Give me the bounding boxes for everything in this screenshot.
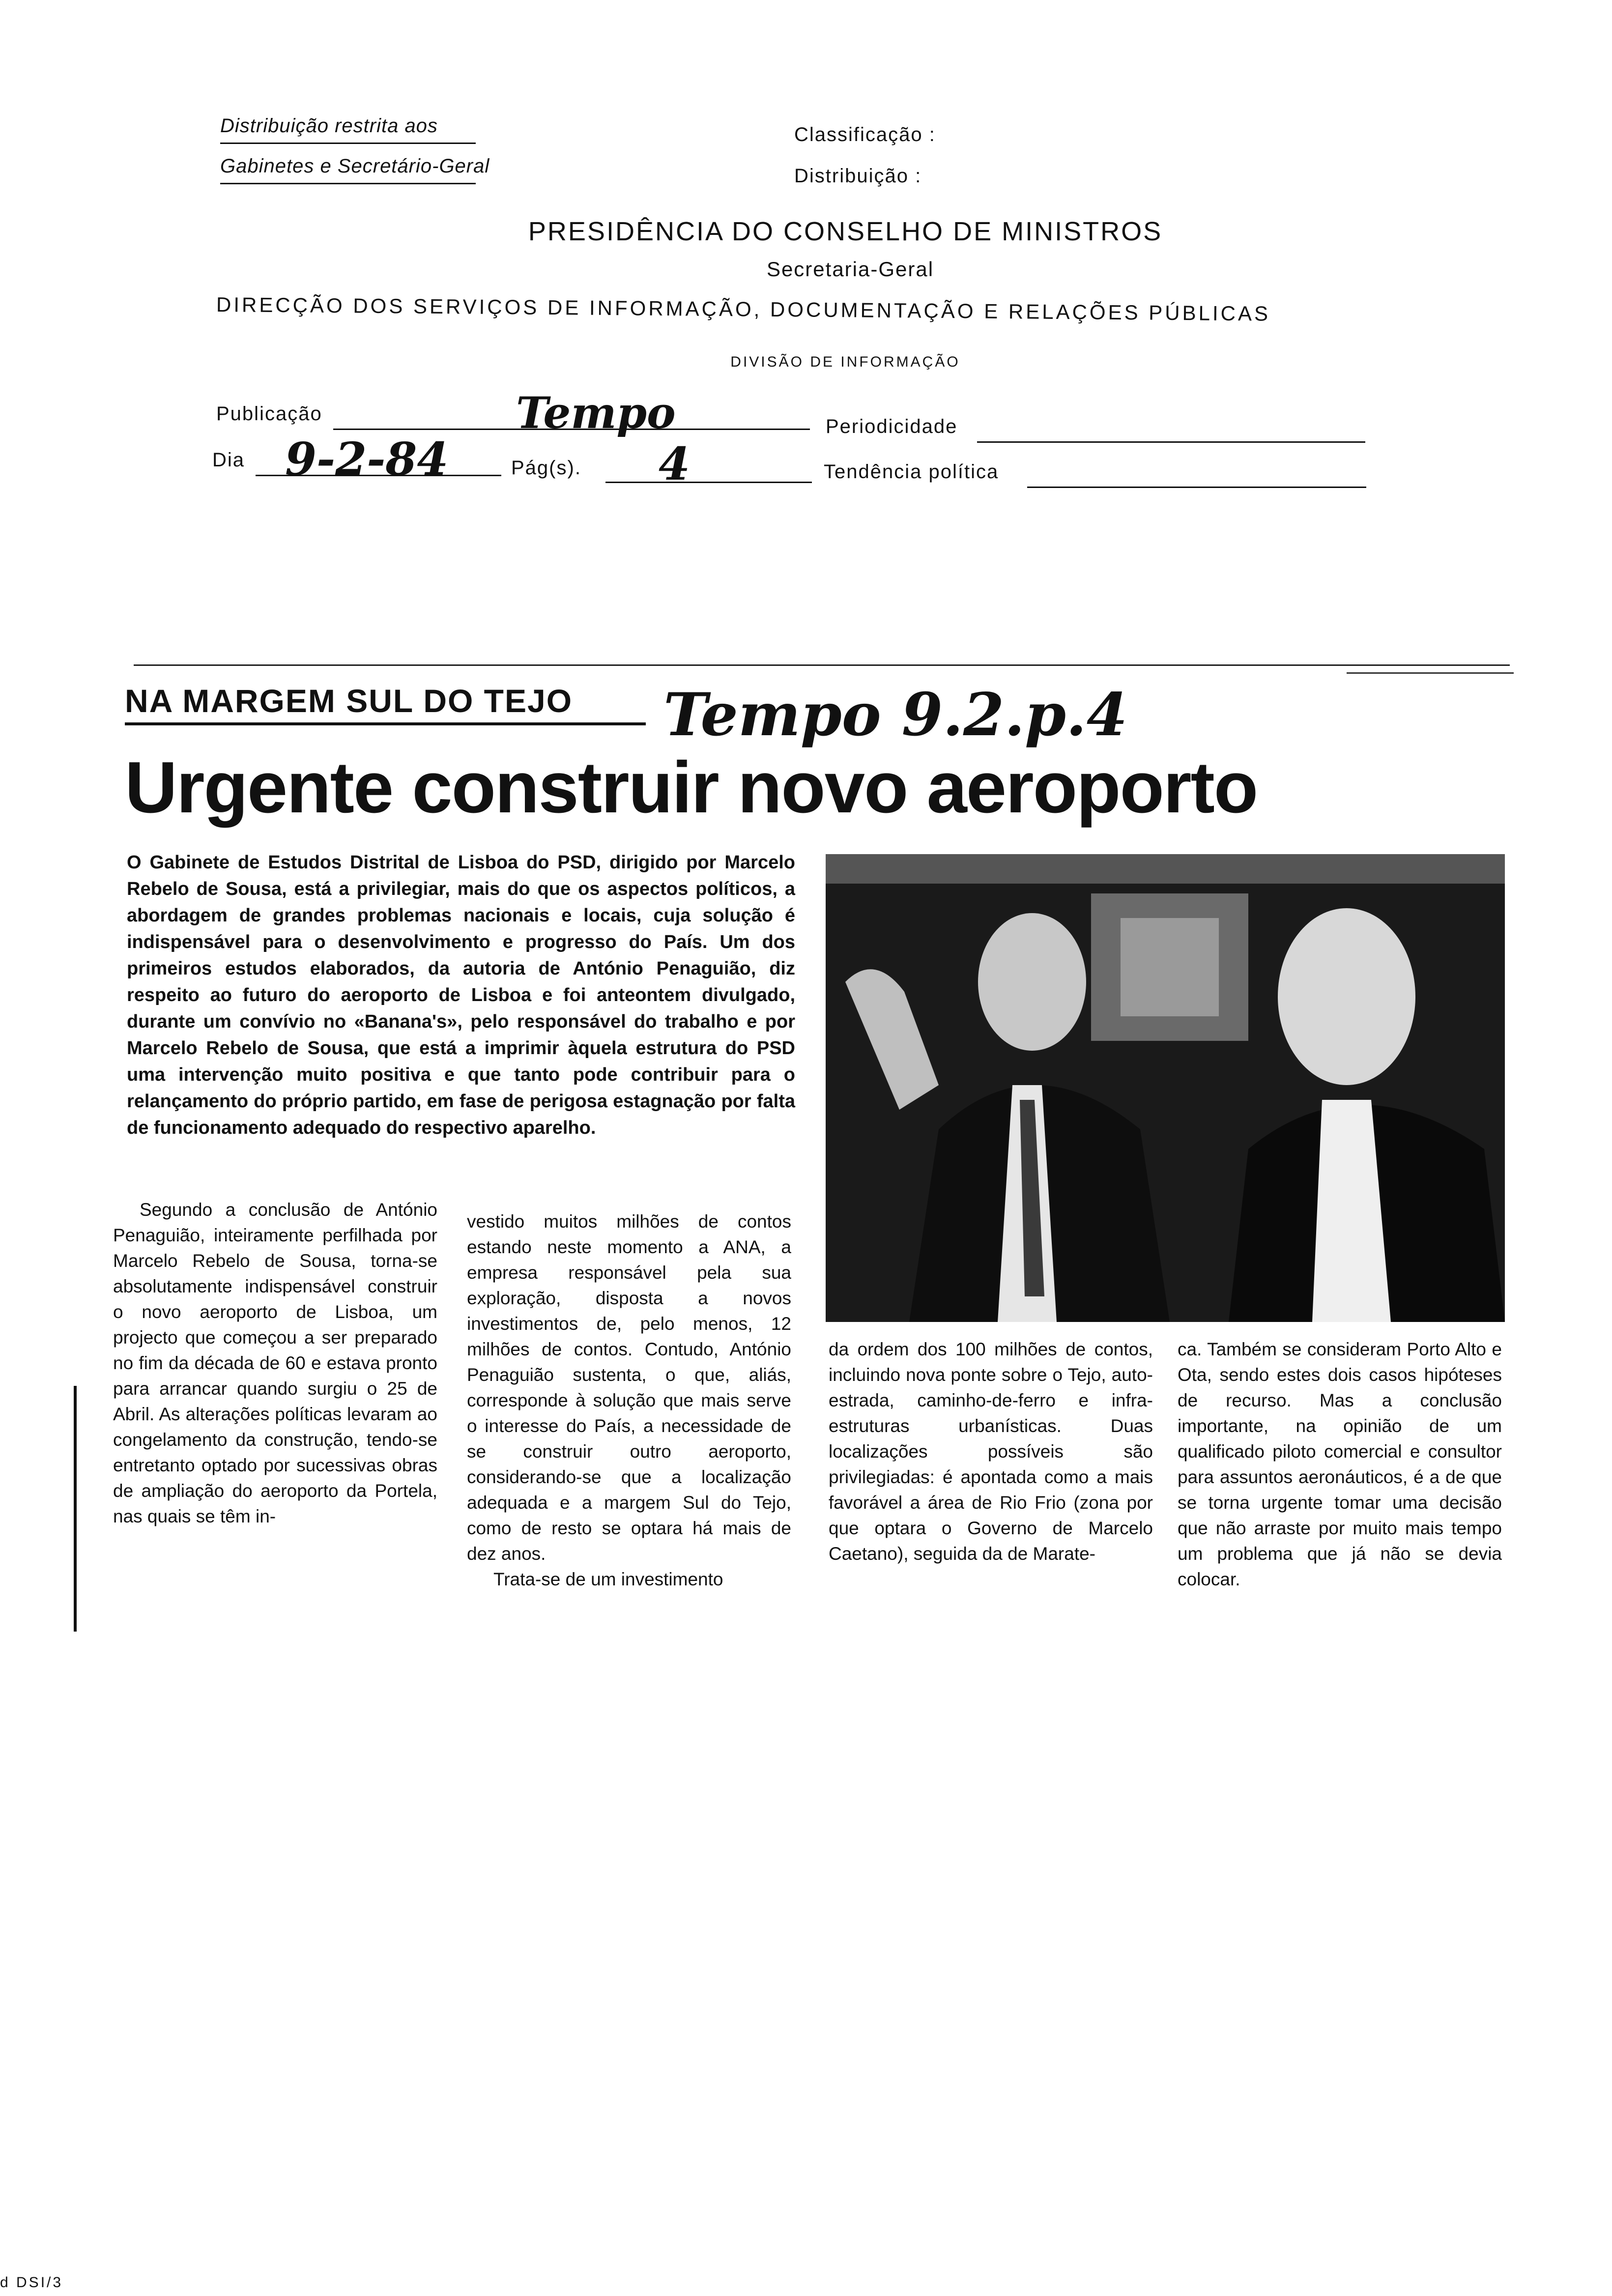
photo-graphic — [826, 854, 1505, 1322]
body-paragraph: Trata-se de um investimento — [493, 1569, 723, 1589]
body-column-3 — [829, 1337, 1153, 1567]
body-paragraph: vestido muitos milhões de contos estando neste momento a ANA, a empresa responsável pela sua exploração, disposta a novos investimentos de, pelo menos, 12 milhões de contos. Contudo, António Penaguião sustenta, o que, aliás, corresponde à solução que mais serve o interesse do País, a necessidade de se construir outro aeroporto, considerando-se que a localização adequada e a margem Sul do Tejo, como de resto se optara há mais de dez anos. — [467, 1211, 791, 1564]
underline — [220, 143, 476, 144]
section-kicker: NA MARGEM SUL DO TEJO — [125, 683, 573, 719]
body-paragraph: da ordem dos 100 milhões de contos, incluindo nova ponte sobre o Tejo, auto-estrada, caminho-de-ferro e infra-estruturas urbanísticas. Duas localizações possíveis são privilegiadas: é apontada como a mais favorável a área de Rio Frio (zona por que optara o Governo de Marcelo Caetano), seguida da de Marate- — [829, 1339, 1153, 1564]
headline: Urgente construir novo aeroporto — [125, 747, 1258, 828]
division-title: DIVISÃO DE INFORMAÇÃO — [730, 354, 960, 370]
periodicidade-label: Periodicidade — [826, 416, 958, 437]
clipping-top-rule — [134, 664, 1510, 666]
news-photo — [826, 854, 1505, 1322]
clipping-top-rule-right — [1347, 672, 1514, 674]
body-paragraph: ca. Também se consideram Porto Alto e Ota, sendo estes dois casos hipóteses de recurso. Mas a conclusão importante, na opinião de um qualificado piloto comercial e consultor para assuntos aeronáuticos, é a de que se torna urgente tomar uma decisão que não arraste por muito mais tempo um problema que já não se devia colocar. — [1178, 1339, 1502, 1589]
body-column-1 — [113, 1197, 437, 1529]
body-paragraph: Segundo a conclusão de António Penaguião, inteiramente perfilhada por Marcelo Rebelo de Sousa, torna-se absolutamente indispensável construir o novo aeroporto de Lisboa, um projecto que começou a ser preparado no fim da década de 60 e estava pronto para arrancar quando surgiu o 25 de Abril. As alterações políticas levaram ao congelamento da construção, tendo-se entretanto optado por sucessivas obras de ampliação do aeroporto da Portela, nas quais se têm in- — [113, 1200, 437, 1526]
periodicidade-line — [977, 441, 1365, 443]
pags-handwritten-value: 4 — [659, 437, 691, 490]
dia-handwritten-value: 9-2-84 — [285, 432, 449, 486]
pags-label: Pág(s). — [511, 457, 581, 479]
body-column-4 — [1178, 1337, 1502, 1592]
restricted-distribution-line-2: Gabinetes e Secretário-Geral — [220, 155, 490, 177]
directorate-title: DIRECÇÃO DOS SERVIÇOS DE INFORMAÇÃO, DOCUMENTAÇÃO E RELAÇÕES PÚBLICAS — [216, 293, 1271, 325]
dia-label: Dia — [212, 449, 245, 471]
pags-line — [605, 482, 812, 483]
publicacao-label: Publicação — [216, 403, 322, 425]
lead-paragraph: O Gabinete de Estudos Distrital de Lisboa do PSD, dirigido por Marcelo Rebelo de Sousa, está a privilegiar, mais do que os aspectos políticos, a abordagem de grandes problemas nacionais e locais, cuja solução é indispensável para o desenvolvimento e progresso do País. Um dos primeiros estudos elaborados, da autoria de António Penaguião, diz respeito ao futuro do aeroporto de Lisboa e foi anteontem divulgado, durante um convívio no «Banana's», pelo responsável do trabalho e por Marcelo Rebelo de Sousa, que está a imprimir àquela estrutura do PSD uma intervenção muito positiva e que tanto pode contribuir para o relançamento do próprio partido, em fase de perigosa estagnação por falta de funcionamento adequado do respectivo aparelho. — [127, 852, 795, 1138]
classificacao-label: Classificação : — [794, 124, 936, 145]
left-margin-mark — [74, 1386, 77, 1632]
kicker-underline — [125, 722, 646, 725]
handwritten-annotation: Tempo 9.2.p.4 — [663, 680, 1128, 749]
footer-code: d DSI/3 — [0, 2274, 63, 2291]
organization-subtitle: Secretaria-Geral — [766, 258, 934, 281]
body-column-2 — [467, 1209, 791, 1592]
underline — [220, 183, 476, 184]
distribuicao-label: Distribuição : — [794, 165, 922, 187]
publicacao-handwritten-value: Tempo — [516, 387, 676, 438]
organization-title: PRESIDÊNCIA DO CONSELHO DE MINISTROS — [528, 217, 1163, 246]
tendencia-label: Tendência política — [824, 461, 999, 483]
tendencia-line — [1027, 487, 1366, 488]
restricted-distribution-line-1: Distribuição restrita aos — [220, 115, 438, 137]
